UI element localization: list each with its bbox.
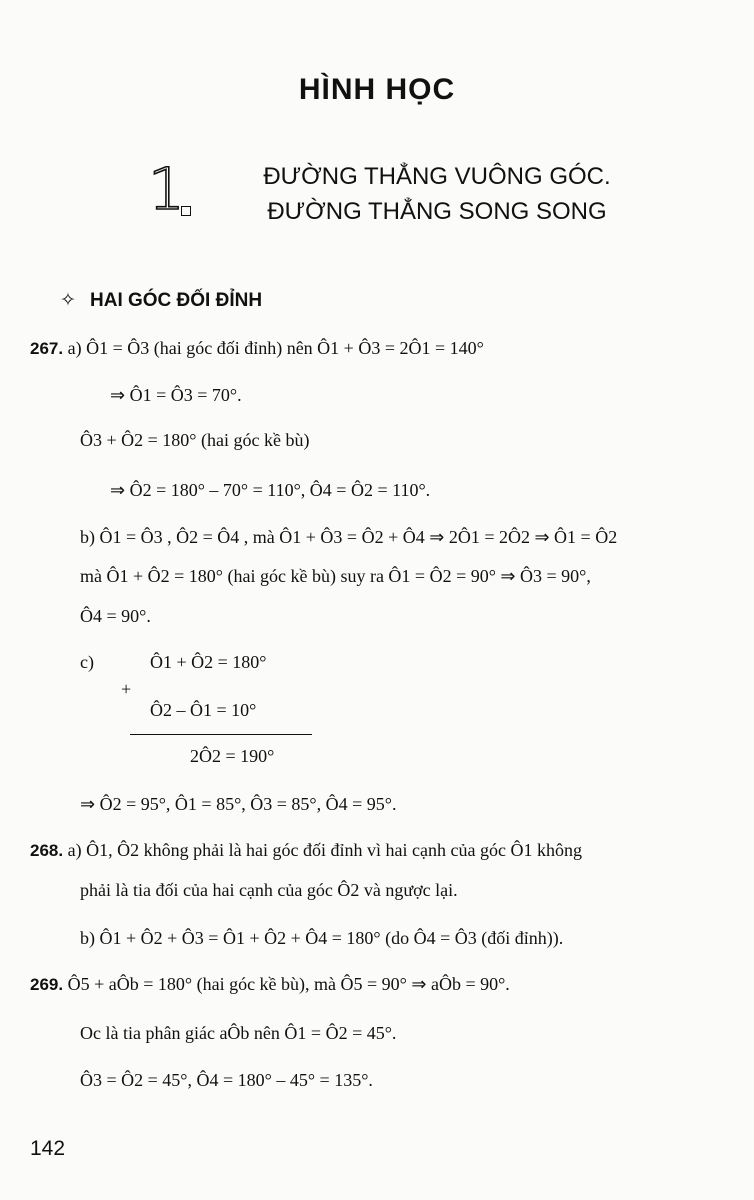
problem-text: Ô5 + aÔb = 180° (hai góc kề bù), mà Ô5 = 90° ⇒ aÔb = 90°. <box>67 974 510 994</box>
problem-number: 268. <box>30 841 64 860</box>
problem-number: 269. <box>30 975 64 994</box>
problem-269-line1 <box>30 974 510 995</box>
problem-267-line-a4: ⇒ Ô2 = 180° – 70° = 110°, Ô4 = Ô2 = 110°. <box>110 480 431 500</box>
problem-text: a) Ô1 = Ô3 (hai góc đối đỉnh) nên Ô1 + Ô3 = 2Ô1 = 140° <box>67 338 484 358</box>
problem-267-line-b3: Ô4 = 90°. <box>80 606 151 626</box>
problem-268-line-b1: b) Ô1 + Ô2 + Ô3 = Ô1 + Ô2 + Ô4 = 180° (do Ô4 = Ô3 (đối đỉnh)). <box>80 928 564 948</box>
chapter-number: 1 <box>148 155 185 223</box>
section-title: HAI GÓC ĐỐI ĐỈNH <box>90 290 263 311</box>
problem-267-c-line3: 2Ô2 = 190° <box>190 746 275 766</box>
problem-269-line3: Ô3 = Ô2 = 45°, Ô4 = 180° – 45° = 135°. <box>80 1070 373 1090</box>
problem-267-line-a2: ⇒ Ô1 = Ô3 = 70°. <box>110 385 242 405</box>
problem-267-c-line1: Ô1 + Ô2 = 180° <box>150 652 267 672</box>
chapter-title-line2: ĐƯỜNG THẲNG SONG SONG <box>267 198 607 225</box>
problem-268-line-a2: phải là tia đối của hai cạnh của góc Ô2 và ngược lại. <box>80 880 458 900</box>
sum-rule <box>130 734 312 735</box>
problem-269-line2: Oc là tia phân giác aÔb nên Ô1 = Ô2 = 45°. <box>80 1023 397 1043</box>
diamond-star-icon: ✧ <box>60 290 76 311</box>
section-heading <box>60 289 262 312</box>
problem-number: 267. <box>30 339 64 358</box>
problem-267-c-line4: ⇒ Ô2 = 95°, Ô1 = 85°, Ô3 = 85°, Ô4 = 95°. <box>80 794 397 814</box>
chapter-title-line1: ĐƯỜNG THẲNG VUÔNG GÓC. <box>263 163 611 190</box>
problem-267-line-a1 <box>30 338 484 359</box>
page-title: HÌNH HỌC <box>298 73 456 106</box>
problem-text: a) Ô1, Ô2 không phải là hai góc đối đỉnh vì hai cạnh của góc Ô1 không <box>67 840 582 860</box>
plus-sign: + <box>121 679 132 699</box>
problem-267-line-a3: Ô3 + Ô2 = 180° (hai góc kề bù) <box>80 430 310 450</box>
page-number: 142 <box>30 1137 66 1160</box>
problem-267-c-label: c) <box>80 652 94 672</box>
problem-267-line-b1: b) Ô1 = Ô3 , Ô2 = Ô4 , mà Ô1 + Ô3 = Ô2 + Ô4 ⇒ 2Ô1 = 2Ô2 ⇒ Ô1 = Ô2 <box>80 527 618 547</box>
problem-267-line-b2: mà Ô1 + Ô2 = 180° (hai góc kề bù) suy ra Ô1 = Ô2 = 90° ⇒ Ô3 = 90°, <box>80 566 591 586</box>
problem-268-line-a1 <box>30 840 582 861</box>
problem-267-c-line2: Ô2 – Ô1 = 10° <box>150 700 257 720</box>
